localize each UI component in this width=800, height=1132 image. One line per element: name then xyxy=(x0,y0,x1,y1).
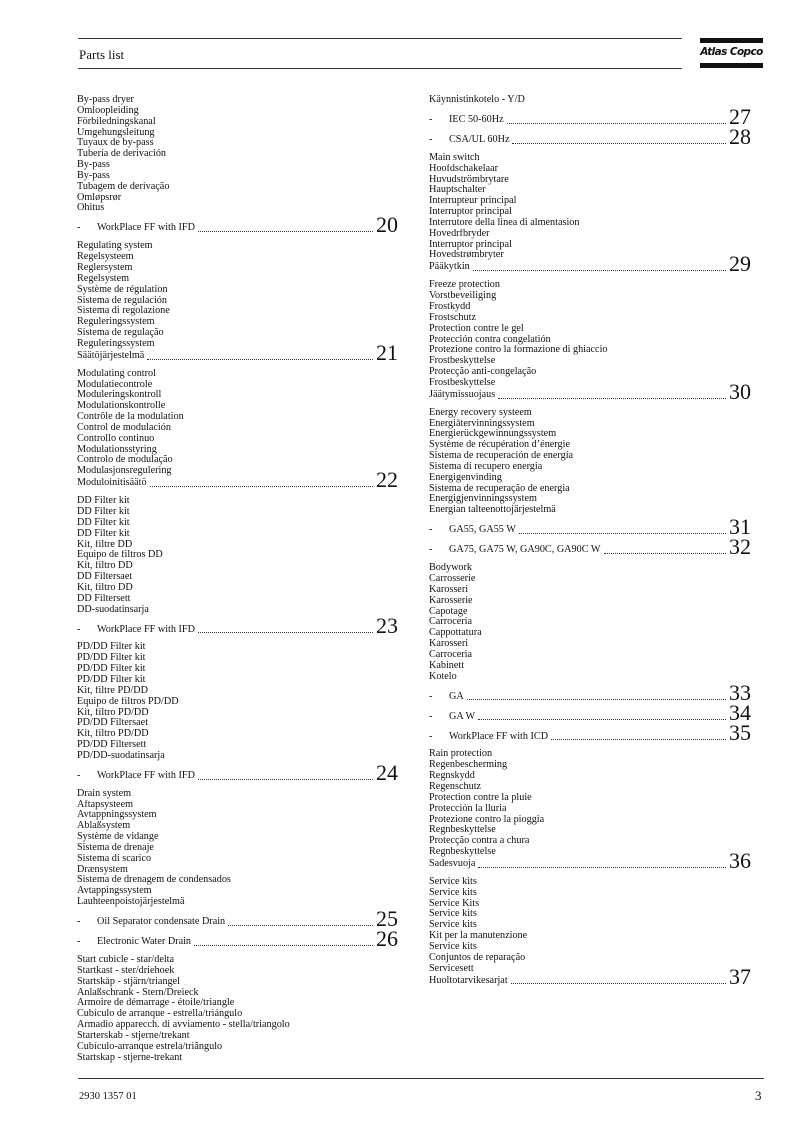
entry-label: Pääkytkin xyxy=(429,261,470,273)
section-line: Avtappingssystem xyxy=(77,886,152,897)
toc-leader xyxy=(77,906,407,931)
section-line: Regelsystem xyxy=(77,273,130,284)
section-line: Drain system xyxy=(77,788,132,799)
right-column xyxy=(429,95,760,993)
section-line: Kit, filtro DD xyxy=(77,561,133,572)
entry-page-number[interactable]: 24 xyxy=(376,759,398,785)
parts-section xyxy=(429,876,760,990)
toc-leader xyxy=(429,103,760,129)
toc-leader xyxy=(77,467,407,493)
dot-leader xyxy=(198,778,373,780)
section-line: Hauptschalter xyxy=(429,185,486,196)
entry-label: WorkPlace FF with IFD xyxy=(97,769,195,781)
toc-entry[interactable] xyxy=(77,759,407,785)
section-line: PD/DD Filtersaet xyxy=(77,718,149,729)
entry-dash: - xyxy=(429,134,433,145)
toc-leader xyxy=(429,680,760,706)
entry-label: GA xyxy=(449,690,464,702)
section-line: Kit, filtro DD xyxy=(77,582,133,593)
section-line: Kit, filtro PD/DD xyxy=(77,707,149,718)
entry-label: GA55, GA55 W xyxy=(449,524,516,536)
section-line: Tubagem de derivação xyxy=(77,181,170,192)
parts-section xyxy=(77,642,407,785)
dot-leader xyxy=(150,485,373,487)
toc-entry[interactable] xyxy=(429,680,760,706)
section-line: Contrôle de la modulation xyxy=(77,412,184,423)
entry-dash: - xyxy=(77,222,81,234)
section-line: Regenbescherming xyxy=(429,760,508,771)
entry-label: IEC 50-60Hz xyxy=(449,114,504,125)
section-line: Modulationskontrolle xyxy=(77,401,166,412)
section-line: Reguleringssystem xyxy=(77,338,155,349)
logo-bar-top xyxy=(700,38,763,43)
entry-page-number[interactable]: 35 xyxy=(729,720,751,746)
entry-label: GA75, GA75 W, GA90C, GA90C W xyxy=(449,544,601,556)
section-line: Carroceria xyxy=(429,649,472,660)
section-line: Tubería de derivación xyxy=(77,149,167,160)
toc-leader xyxy=(429,720,760,746)
toc-leader xyxy=(77,613,407,639)
section-line: Sistema de regulación xyxy=(77,295,167,306)
section-line: Umgehungsleitung xyxy=(77,127,155,138)
section-gap xyxy=(77,948,407,955)
section-line: Startskap - stjerne-trekant xyxy=(77,1052,183,1063)
toc-entry[interactable] xyxy=(429,123,760,149)
toc-leader xyxy=(77,759,407,785)
section-line: Interrutore della linea di almentasion xyxy=(429,217,580,228)
entry-dash: - xyxy=(429,730,433,742)
entry-page-number[interactable]: 36 xyxy=(729,847,751,873)
toc-entry[interactable] xyxy=(429,700,760,726)
section-line: Protection contre la pluie xyxy=(429,792,532,803)
parts-section xyxy=(77,95,407,238)
section-line: Cappottatura xyxy=(429,628,482,639)
dot-leader xyxy=(478,718,726,720)
entry-label: WorkPlace FF with IFD xyxy=(97,222,195,234)
entry-dash: - xyxy=(77,623,81,635)
section-line: Cubículo de arranque - estrella/triángulo xyxy=(77,1009,243,1020)
section-line: Modulasjonsregulering xyxy=(77,466,172,477)
dot-leader xyxy=(194,944,373,946)
toc-leader xyxy=(429,123,760,149)
section-line: Bodywork xyxy=(429,563,473,574)
section-line: Frostkydd xyxy=(429,301,471,312)
section-line: PD/DD Filter kit xyxy=(77,664,146,675)
footer-rule xyxy=(78,1078,764,1079)
section-line: Reguleringssystem xyxy=(77,317,155,328)
section-line: Drænsystem xyxy=(77,864,128,875)
page-title: Parts list xyxy=(79,47,125,62)
section-line: Système de récupération d’énergie xyxy=(429,440,570,451)
section-line: Energy recovery systeem xyxy=(429,407,532,418)
section-line: DD Filter kit xyxy=(77,507,130,517)
section-line: Capotage xyxy=(429,606,468,617)
entry-page-number[interactable]: 31 xyxy=(729,514,751,540)
entry-label: Moduloinitisäätö xyxy=(77,477,147,489)
entry-page-number[interactable]: 33 xyxy=(729,680,751,706)
section-gap xyxy=(429,401,760,408)
entry-label: Säätöjärjestelmä xyxy=(77,349,145,361)
section-line: Tuyaux de by-pass xyxy=(77,138,154,149)
section-line: PD/DD Filtersett xyxy=(77,740,147,751)
section-line: Omloopleiding xyxy=(77,105,139,116)
dot-leader xyxy=(478,866,726,868)
section-line: Modulationsstyring xyxy=(77,444,157,455)
left-column xyxy=(77,95,407,1070)
section-line: Protección contra congelatión xyxy=(429,334,551,345)
section-line: Frostschutz xyxy=(429,312,476,323)
section-line: Service kits xyxy=(429,941,477,952)
entry-label: Oil Separator condensate Drain xyxy=(97,916,226,928)
section-line: Interruptor principal xyxy=(429,207,512,218)
section-line: Sistema de drenagem de condensados xyxy=(77,875,231,886)
section-line: Frostbeskyttelse xyxy=(429,356,496,367)
toc-leader xyxy=(429,700,760,726)
entry-page-number[interactable]: 37 xyxy=(729,964,751,990)
section-line: Karosseri xyxy=(429,639,469,650)
parts-section xyxy=(429,280,760,404)
section-line: Regnskydd xyxy=(429,771,475,782)
section-line: Servicesett xyxy=(429,963,474,974)
section-line: Cubículo-arranque estrela/triângulo xyxy=(77,1041,223,1052)
section-gap xyxy=(77,489,407,496)
section-gap xyxy=(429,556,760,563)
toc-entry[interactable] xyxy=(77,212,407,238)
dot-leader xyxy=(512,142,726,144)
section-line: Käynnistinkotelo - Y/D xyxy=(429,95,525,105)
toc-entry[interactable] xyxy=(77,926,407,951)
dot-leader xyxy=(228,924,373,926)
section-line: Kit, filtro PD/DD xyxy=(77,729,149,740)
section-line: DD Filter kit xyxy=(77,496,130,507)
section-line: Starterskab - stjerne/trekant xyxy=(77,1030,190,1041)
section-line: Sistema de recuperação de energia xyxy=(429,483,570,494)
section-line: DD Filter kit xyxy=(77,517,130,528)
section-line: Regenschutz xyxy=(429,781,482,792)
section-line: Startkast - ster/driehoek xyxy=(77,965,175,976)
section-line: Kit per la manutenzione xyxy=(429,931,528,942)
toc-entry[interactable] xyxy=(77,906,407,931)
section-line: By-pass xyxy=(77,170,110,181)
parts-section xyxy=(77,955,407,1063)
section-line: Carrosserie xyxy=(429,574,476,584)
toc-leader xyxy=(429,964,760,990)
entry-label: GA W xyxy=(449,710,476,722)
section-line: Kit, filtre PD/DD xyxy=(77,685,149,696)
section-line: Frostbeskyttelse xyxy=(429,377,496,388)
section-line: Lauhteenpoistojärjestelmä xyxy=(77,897,185,908)
section-line: Kit, filtre DD xyxy=(77,539,133,550)
section-gap xyxy=(77,782,407,789)
section-gap xyxy=(77,234,407,241)
dot-leader xyxy=(604,552,727,554)
section-line: PD/DD-suodatinsarja xyxy=(77,750,165,761)
section-line: DD-suodatinsarja xyxy=(77,604,149,615)
section-line: Förbiledningskanal xyxy=(77,116,156,127)
dot-leader xyxy=(147,358,373,360)
document-number: 2930 1357 01 xyxy=(79,1091,137,1102)
section-line: Armoire de démarrage - étoile/triangle xyxy=(77,998,235,1009)
dot-leader xyxy=(473,269,726,271)
parts-section xyxy=(429,749,760,873)
section-line: Regulating system xyxy=(77,241,153,252)
dot-leader xyxy=(467,698,726,700)
section-line: Interruptor principal xyxy=(429,239,512,250)
section-line: Omløpsrør xyxy=(77,192,122,203)
header-rule-bottom xyxy=(78,68,682,69)
section-line: DD Filter kit xyxy=(77,528,130,539)
toc-entry[interactable] xyxy=(77,613,407,639)
section-line: By-pass xyxy=(77,160,110,171)
section-gap xyxy=(77,362,407,369)
section-line: Service kits xyxy=(429,909,477,920)
toc-leader xyxy=(429,514,760,540)
section-line: Interrupteur principal xyxy=(429,196,517,207)
entry-dash: - xyxy=(429,690,433,702)
entry-page-number[interactable]: 30 xyxy=(729,378,751,404)
entry-page-number[interactable]: 22 xyxy=(376,467,398,493)
section-line: Hoofdschakelaar xyxy=(429,163,499,174)
entry-page-number[interactable]: 26 xyxy=(376,926,398,951)
section-line: Sistema di recupero energia xyxy=(429,461,543,472)
dot-leader xyxy=(511,982,726,984)
section-gap xyxy=(429,273,760,280)
section-line: Sistema di scarico xyxy=(77,853,152,864)
section-gap xyxy=(429,742,760,749)
section-line: Main switch xyxy=(429,152,480,163)
section-line: Energian talteenottojärjestelmä xyxy=(429,505,556,516)
section-line: Protecção contra a chura xyxy=(429,836,530,847)
toc-entry[interactable] xyxy=(429,103,760,129)
page-number: 3 xyxy=(755,1088,762,1103)
section-line: Modulating control xyxy=(77,368,156,379)
toc-entry[interactable] xyxy=(429,534,760,560)
parts-section xyxy=(77,496,407,639)
section-line: Kotelo xyxy=(429,671,457,682)
entry-page-number[interactable]: 29 xyxy=(729,251,751,277)
entry-label: WorkPlace FF with IFD xyxy=(97,623,195,635)
parts-section xyxy=(429,152,760,277)
section-line: Protecção anti-congelação xyxy=(429,367,537,378)
parts-section xyxy=(429,407,760,560)
section-line: Service kits xyxy=(429,876,477,887)
section-line: Reglersystem xyxy=(77,262,133,273)
section-line: Protezione contro la pioggia xyxy=(429,814,545,825)
section-line: Aftapsysteem xyxy=(77,799,134,810)
section-line: Freeze protection xyxy=(429,280,500,291)
section-line: DD Filtersaet xyxy=(77,572,133,583)
logo-text: Atlas Copco xyxy=(700,46,763,58)
entry-page-number[interactable]: 23 xyxy=(376,613,398,639)
section-line: Controlo de modulação xyxy=(77,455,173,466)
section-line: Rain protection xyxy=(429,749,493,760)
section-line: Vorstbeveiliging xyxy=(429,291,497,302)
section-line: Regnbeskyttelse xyxy=(429,847,496,858)
toc-leader xyxy=(77,926,407,951)
section-line: Modulatiecontrole xyxy=(77,379,153,390)
entry-label: Huoltotarvikesarjat xyxy=(429,974,508,986)
section-line: PD/DD Filter kit xyxy=(77,674,146,685)
section-line: Anlaßschrank - Stern/Dreieck xyxy=(77,987,199,998)
section-line: Start cubicle - star/delta xyxy=(77,955,175,965)
section-line: Energigjenvinningssystem xyxy=(429,494,537,505)
section-line: Armadio apparecch. di avviamento - stella/triangolo xyxy=(77,1020,290,1031)
toc-leader xyxy=(77,212,407,238)
section-line: Control de modulación xyxy=(77,422,171,433)
section-line: Ohitus xyxy=(77,203,105,214)
entry-page-number[interactable]: 25 xyxy=(376,906,398,931)
section-line: Sistema de recuperación de energía xyxy=(429,451,574,462)
dot-leader xyxy=(507,122,726,124)
dot-leader xyxy=(519,532,726,534)
parts-section xyxy=(77,788,407,951)
entry-dash: - xyxy=(429,544,433,556)
entry-label: Electronic Water Drain xyxy=(97,936,192,948)
dot-leader xyxy=(551,738,726,740)
section-line: Energigenvinding xyxy=(429,472,502,483)
section-line: Avtappningssystem xyxy=(77,810,157,821)
section-gap xyxy=(429,146,760,153)
section-line: Hovedrfbryder xyxy=(429,228,490,239)
logo-bar-bottom xyxy=(700,63,763,68)
section-line: Conjuntos de reparação xyxy=(429,952,526,963)
parts-section xyxy=(77,368,407,493)
section-line: Karosserie xyxy=(429,595,473,606)
entry-page-number[interactable]: 20 xyxy=(376,212,398,238)
section-line: Kabinett xyxy=(429,660,465,671)
section-gap xyxy=(429,870,760,877)
section-line: Carrocería xyxy=(429,617,472,628)
entry-page-number[interactable]: 34 xyxy=(729,700,751,726)
section-line: PD/DD Filter kit xyxy=(77,653,146,664)
entry-page-number[interactable]: 27 xyxy=(729,103,751,129)
entry-dash: - xyxy=(429,114,433,125)
section-gap xyxy=(77,1063,407,1070)
section-line: Service kits xyxy=(429,920,477,931)
entry-label: Jäätymissuojaus xyxy=(429,388,496,400)
section-line: Equipo de filtros DD xyxy=(77,550,163,561)
section-line: Système de régulation xyxy=(77,284,168,295)
dot-leader xyxy=(198,631,373,633)
toc-leader xyxy=(429,847,760,873)
entry-dash: - xyxy=(429,524,433,536)
section-line: Hovedstrømbryter xyxy=(429,250,504,261)
section-line: Energiåtervinningssystem xyxy=(429,418,535,429)
section-line: Sistema de regulação xyxy=(77,328,164,339)
entry-page-number[interactable]: 32 xyxy=(729,534,751,560)
toc-entry[interactable] xyxy=(429,720,760,746)
section-line: PD/DD Filter kit xyxy=(77,642,146,653)
header-rule-top xyxy=(78,38,682,39)
entry-page-number[interactable]: 21 xyxy=(376,339,398,365)
section-line: Moduleringskontroll xyxy=(77,390,162,401)
section-line: Service Kits xyxy=(429,898,480,909)
entry-label: WorkPlace FF with ICD xyxy=(449,730,549,742)
section-line: Huvudströmbrytare xyxy=(429,174,509,185)
section-line: Equipo de filtros PD/DD xyxy=(77,696,179,707)
section-line: Service kits xyxy=(429,887,477,898)
entry-dash: - xyxy=(77,769,81,781)
atlas-copco-logo xyxy=(700,38,763,68)
section-line: By-pass dryer xyxy=(77,95,134,105)
section-line: Karosseri xyxy=(429,584,469,595)
entry-label: CSA/UL 60Hz xyxy=(449,134,510,145)
section-line: Controllo continuo xyxy=(77,433,155,444)
toc-leader xyxy=(429,534,760,560)
section-line: Regelsysteem xyxy=(77,252,134,263)
toc-leader xyxy=(429,251,760,277)
dot-leader xyxy=(498,397,726,399)
dot-leader xyxy=(198,230,373,232)
section-line: Système de vidange xyxy=(77,832,159,843)
section-gap xyxy=(429,986,760,993)
section-line: Energierückgewinnungssystem xyxy=(429,429,557,440)
entry-page-number[interactable]: 28 xyxy=(729,123,751,149)
entry-dash: - xyxy=(77,916,81,928)
entry-label: Sadesvuoja xyxy=(429,858,476,870)
section-line: Sistema de drenaje xyxy=(77,842,154,853)
parts-section xyxy=(77,241,407,365)
parts-section xyxy=(429,563,760,746)
section-line: Regnbeskyttelse xyxy=(429,825,496,836)
section-line: Startskåp - stjärn/triangel xyxy=(77,976,180,987)
toc-entry[interactable] xyxy=(429,514,760,540)
section-line: Protezione contro la formazione di ghiaccio xyxy=(429,345,608,356)
section-line: DD Filtersett xyxy=(77,593,131,604)
parts-section xyxy=(429,95,760,149)
section-line: Ablaßsystem xyxy=(77,821,131,832)
section-line: Protección la lluria xyxy=(429,803,507,814)
section-line: Protection contre le gel xyxy=(429,323,524,334)
section-gap xyxy=(77,635,407,642)
entry-dash: - xyxy=(429,710,433,722)
entry-dash: - xyxy=(77,936,81,948)
section-line: Sistema di regolazione xyxy=(77,306,170,317)
